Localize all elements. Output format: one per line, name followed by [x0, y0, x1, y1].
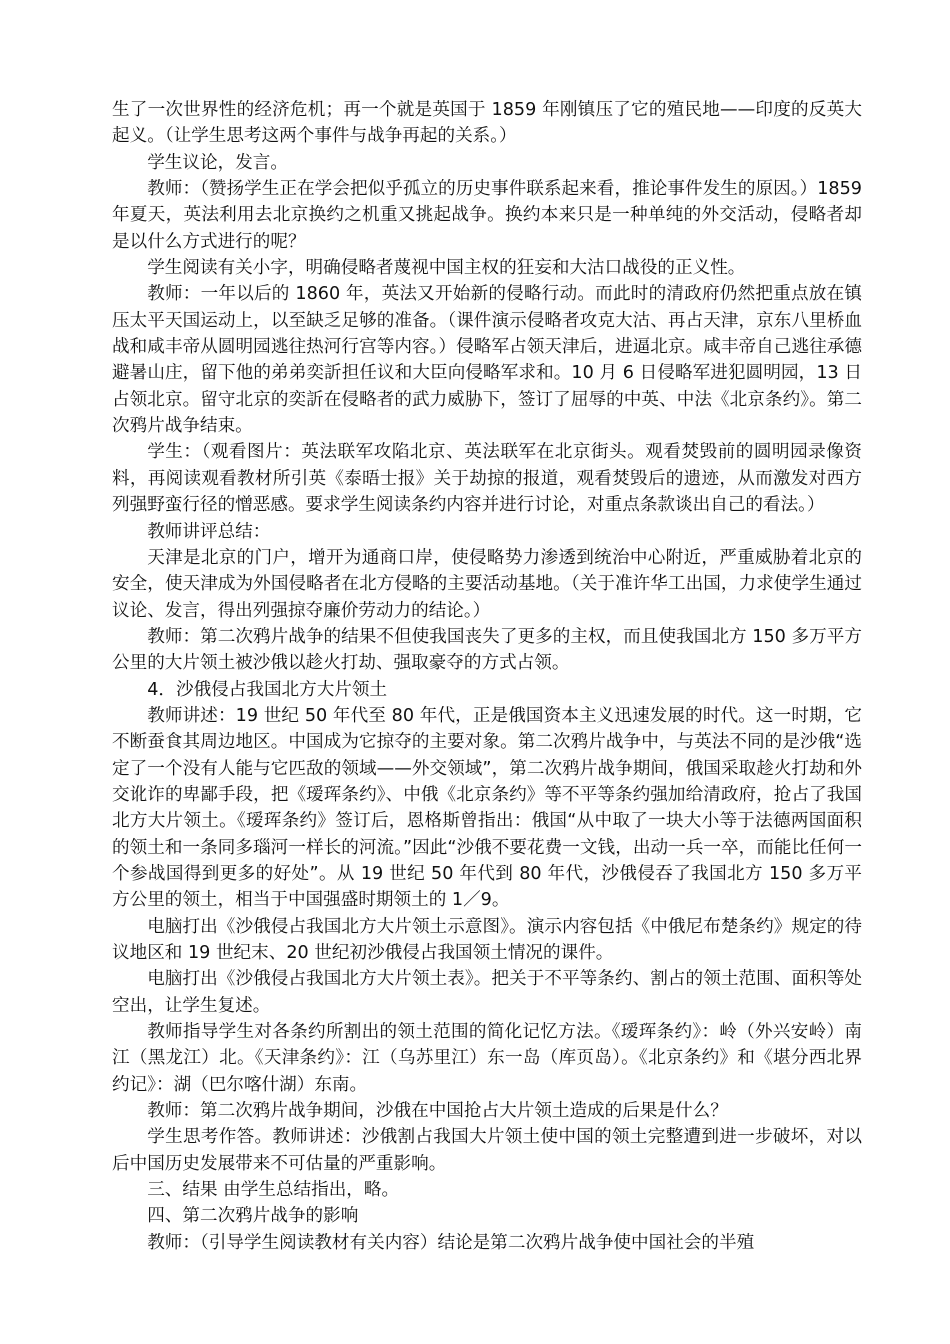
paragraph: 电脑打出《沙俄侵占我国北方大片领土表》。把关于不平等条约、割占的领土范围、面积等处空出，让学生复述。 [112, 969, 862, 1016]
paragraph: 教师讲述：19 世纪 50 年代至 80 年代，正是俄国资本主义迅速发展的时代。这一时期，它不断蚕食其周边地区。中国成为它掠夺的主要对象。第二次鸦片战争中，与英法不同的是沙俄“选定了一个没有人能与它匹敌的领域——外交领域”，第二次鸦片战争期间，俄国采取趁火打劫和外交讹诈的卑鄙手段，把《瑷珲条约》、中俄《北京条约》等不平等条约强加给清政府，抢占了我国北方大片领土。《瑷珲条约》签订后，恩格斯曾指出：俄国“从中取了一块大小等于法德两国面积的领土和一条同多瑙河一样长的河流。”因此“沙俄不要花费一文钱，出动一兵一卒，而能比任何一个参战国得到更多的好处”。从 19 世纪 50 年代到 80 年代，沙俄侵吞了我国北方 150 多万平方公里的领土，相当于中国强盛时期领土的 1／9。 [112, 705, 862, 911]
paragraph: 教师讲评总结： [147, 521, 271, 542]
paragraph: 教师：一年以后的 1860 年，英法又开始新的侵略行动。而此时的清政府仍然把重点放在镇压太平天国运动上，以至缺乏足够的准备。（课件演示侵略者攻克大沽、再占天津，京东八里桥血战和咸丰帝从圆明园逃往热河行宫等内容。）侵略军占领天津后，进逼北京。咸丰帝自己逃往承德避暑山庄，留下他的弟弟奕訢担任议和大臣向侵略军求和。10 月 6 日侵略军进犯圆明园，13 日占领北京。留守北京的奕訢在侵略者的武力威胁下，签订了屈辱的中英、中法《北京条约》。第二次鸦片战争结束。 [112, 284, 862, 437]
paragraph: 学生阅读有关小字，明确侵略者蔑视中国主权的狂妄和大沽口战役的正义性。 [147, 258, 746, 279]
paragraph: 教师：（赞扬学生正在学会把似乎孤立的历史事件联系起来看，推论事件发生的原因。）1859 年夏天，英法利用去北京换约之机重又挑起战争。换约本来只是一种单纯的外交活动，侵略者却是以什么方式进行的呢？ [112, 179, 862, 252]
paragraph-continuation: 生了一次世界性的经济危机；再一个就是英国于 1859 年刚镇压了它的殖民地——印度的反英大起义。（让学生思考这两个事件与战争再起的关系。） [112, 100, 862, 147]
paragraph: 教师：第二次鸦片战争期间，沙俄在中国抢占大片领土造成的后果是什么？ [147, 1101, 728, 1122]
paragraph: 学生思考作答。教师讲述：沙俄割占我国大片领土使中国的领土完整遭到进一步破坏，对以后中国历史发展带来不可估量的严重影响。 [112, 1127, 862, 1174]
paragraph: 教师：（引导学生阅读教材有关内容）结论是第二次鸦片战争使中国社会的半殖 [147, 1232, 755, 1253]
paragraph: 教师：第二次鸦片战争的结果不但使我国丧失了更多的主权，而且使我国北方 150 多万平方公里的大片领土被沙俄以趁火打劫、强取豪夺的方式占领。 [112, 626, 862, 674]
paragraph: 天津是北京的门户，增开为通商口岸，使侵略势力渗透到统治中心附近，严重威胁着北京的安全，使天津成为外国侵略者在北方侵略的主要活动基地。（关于准许华工出国，力求使学生通过议论、发言，得出列强掠夺廉价劳动力的结论。） [112, 547, 862, 621]
paragraph: 电脑打出《沙俄侵占我国北方大片领土示意图》。演示内容包括《中俄尼布楚条约》规定的待议地区和 19 世纪末、20 世纪初沙俄侵占我国领土情况的课件。 [112, 916, 862, 963]
paragraph: 学生：（观看图片：英法联军攻陷北京、英法联军在北京街头。观看焚毁前的圆明园录像资料，再阅读观看教材所引英《泰晤士报》关于劫掠的报道，观看焚毁后的遗迹，从而激发对西方列强野蛮行径的憎恶感。要求学生阅读条约内容并进行讨论，对重点条款谈出自己的看法。） [112, 442, 862, 516]
section-heading: 4．沙俄侵占我国北方大片领土 [147, 679, 388, 700]
paragraph: 教师指导学生对各条约所割出的领土范围的简化记忆方法。《瑷珲条约》：岭（外兴安岭）南江（黑龙江）北。《天津条约》：江（乌苏里江）东一岛（库页岛）。《北京条约》和《堪分西北界约记》：湖（巴尔喀什湖）东南。 [112, 1022, 862, 1095]
paragraph: 学生议论，发言。 [147, 152, 288, 173]
section-heading: 四、第二次鸦片战争的影响 [147, 1206, 359, 1227]
document-page [112, 97, 862, 1256]
section-heading: 三、结果 由学生总结指出，略。 [147, 1180, 400, 1201]
